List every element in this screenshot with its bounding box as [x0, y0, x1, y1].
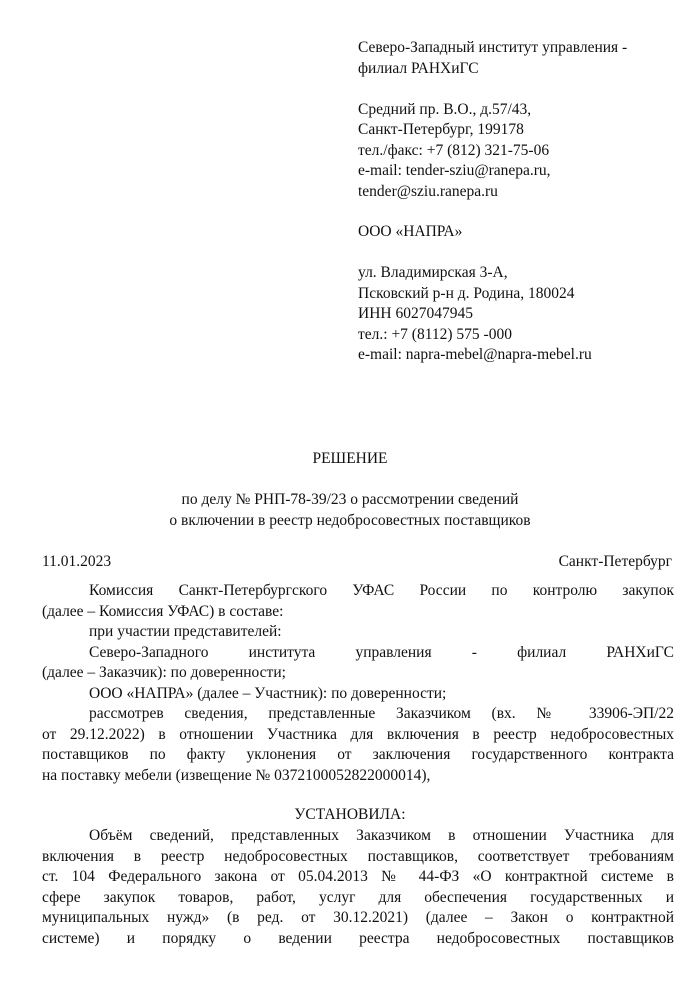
p4: ООО «НАПРА» (далее – Участник): по доверенности; — [89, 684, 447, 702]
p5-line4: на поставку мебели (извещение № 0372100052822000014), — [42, 766, 431, 784]
est-line4: сфере закупок товаров, работ, услуг для обеспечения государственных и — [42, 888, 674, 906]
body-paragraphs — [42, 581, 674, 786]
decision-title: РЕШЕНИЕ — [312, 450, 388, 467]
participant-phone: тел.: +7 (8112) 575 -000 — [358, 325, 512, 343]
est-line1: Объём сведений, представленных Заказчиком в отношении Участника для — [89, 827, 674, 844]
decision-date: 11.01.2023 — [42, 553, 112, 570]
date-city-row — [42, 552, 672, 573]
participant-address-block — [358, 222, 678, 366]
customer-address-block — [358, 38, 678, 202]
established-paragraph — [42, 826, 674, 949]
p1-line2: (далее – Комиссия УФАС) в составе: — [42, 602, 284, 620]
p5-line3: поставщиков по факту уклонения от заключения государственного контракта — [42, 746, 674, 763]
established-title: УСТАНОВИЛА: — [294, 806, 406, 823]
participant-inn: ИНН 6027047945 — [358, 305, 473, 322]
est-line2: включения в реестр недобросовестных поставщиков, соответствует требованиям — [42, 847, 674, 865]
customer-address-line2: Санкт-Петербург, 199178 — [358, 121, 524, 138]
p3-line2: (далее – Заказчик): по доверенности; — [42, 664, 286, 681]
participant-name: ООО «НАПРА» — [358, 223, 463, 240]
customer-email-line2: tender@sziu.ranepa.ru — [358, 182, 498, 200]
participant-address-line1: ул. Владимирская 3-А, — [358, 264, 508, 281]
p3-line1: Северо-Западного института управления - филиал РАНХиГС — [89, 643, 674, 661]
est-line6: системе) и порядку о ведении реестра недобросовестных поставщиков — [42, 929, 674, 947]
participant-email: e-mail: napra-mebel@napra-mebel.ru — [358, 346, 592, 363]
p2: при участии представителей: — [89, 623, 282, 640]
decision-subtitle — [0, 490, 700, 531]
decision-subtitle-line2: о включении в реестр недобросовестных поставщиков — [169, 511, 531, 529]
customer-address-line1: Средний пр. В.О., д.57/43, — [358, 100, 532, 118]
est-line3: ст. 104 Федерального закона от 05.04.2013 № 44-ФЗ «О контрактной системе в — [42, 868, 674, 885]
decision-city: Санкт-Петербург — [558, 553, 672, 570]
p5-line2: от 29.12.2022) в отношении Участника для включения в реестр недобросовестных — [42, 725, 674, 743]
p5-line1: рассмотрев сведения, представленные Заказчиком (вх. № 33906-ЭП/22 — [89, 705, 674, 722]
est-line5: муниципальных нужд» (в ред. от 30.12.2021) (далее – Закон о контрактной — [42, 909, 674, 926]
p1-line1: Комиссия Санкт-Петербургского УФАС России по контролю закупок — [89, 582, 674, 599]
decision-subtitle-line1: по делу № РНП-78-39/23 о рассмотрении сведений — [181, 491, 519, 508]
customer-email-line1: e-mail: tender-sziu@ranepa.ru, — [358, 162, 551, 179]
customer-phone: тел./факс: +7 (812) 321-75-06 — [358, 141, 550, 159]
participant-address-line2: Псковский р-н д. Родина, 180024 — [358, 284, 575, 302]
customer-name-line2: филиал РАНХиГС — [358, 59, 479, 77]
customer-name-line1: Северо-Западный институт управления - — [358, 39, 628, 56]
